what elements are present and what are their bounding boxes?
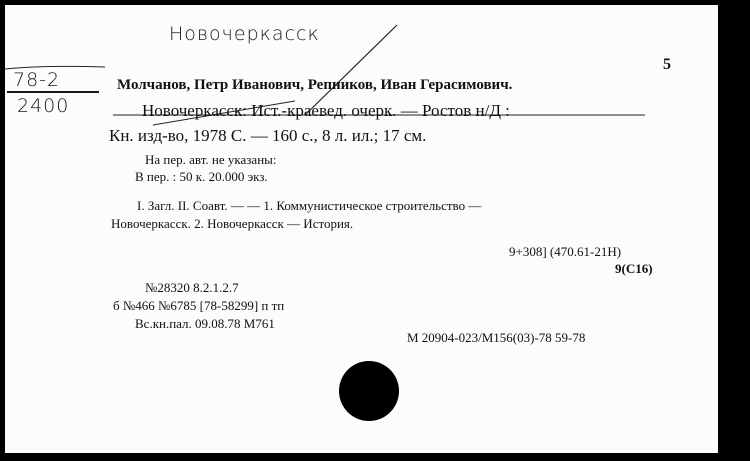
catalog-card	[5, 5, 718, 453]
title-statement: Новочеркасск: Ист.-краевед. очерк. — Ростов н/Д :	[142, 101, 510, 120]
tech-chamber: Вс.кн.пал. 09.08.78 М761	[135, 316, 275, 331]
bottom-code: М 20904-023/М156(03)-78 59-78	[407, 330, 586, 345]
shelf-mark-fraction-line	[7, 91, 99, 93]
author-heading: Молчанов, Петр Иванович, Репников, Иван Герасимович.	[117, 77, 513, 93]
classification-index: 9+308] (470.61-21Н)	[509, 244, 622, 259]
tech-number: №28320 8.2.1.2.7	[145, 280, 239, 295]
note-price: В пер. : 50 к. 20.000 экз.	[135, 169, 268, 184]
classification-subindex: 9(С16)	[615, 261, 653, 276]
card-number: 5	[663, 56, 671, 73]
shelf-mark-top: 78-2	[13, 69, 61, 91]
punch-hole	[339, 361, 399, 421]
tracings-line-2: Новочеркасск. 2. Новочеркасск — История.	[111, 216, 354, 231]
tracings-line-1: I. Загл. II. Соавт. — — 1. Коммунистическое строительство —	[137, 198, 482, 213]
imprint-statement: Кн. изд-во, 1978 С. — 160 с., 8 л. ил.; 17 см.	[109, 126, 427, 145]
tech-order: б №466 №6785 [78-58299] п тп	[113, 298, 285, 313]
note-authors: На пер. авт. не указаны:	[145, 152, 277, 167]
handwritten-city-note: Новочеркасск	[169, 23, 320, 45]
shelf-mark-bottom: 2400	[17, 95, 70, 117]
